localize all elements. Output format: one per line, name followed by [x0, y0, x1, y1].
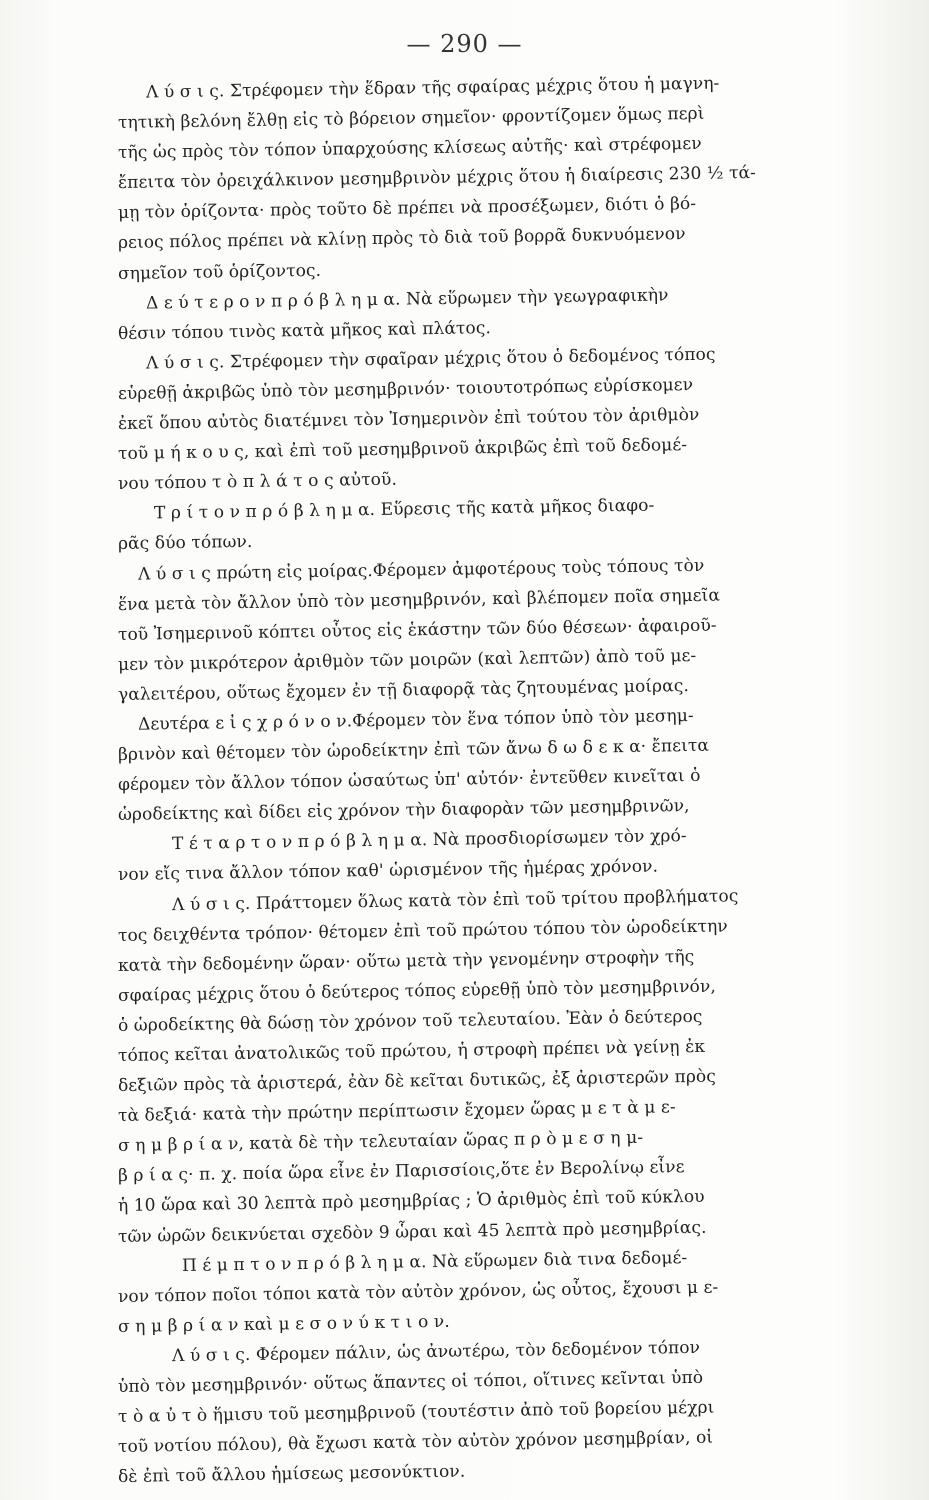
text-line: Π έ μ π τ ο ν π ρ ό β λ η μ α. Νὰ εὕρωμεν διὰ τινα δεδομέ-	[181, 1247, 688, 1276]
text-line: ἐκεῖ ὅπου αὐτὸς διατέμνει τὸν Ἰσημερινὸν ἐπὶ τούτου τὸν ἀριθμὸν	[117, 404, 700, 435]
text-line: σ η μ β ρ ί α ν, κατὰ δὲ τὴν τελευταίαν ὥρας π ρ ὸ μ ε σ η μ-	[117, 1128, 644, 1157]
text-line: εὑρεθῇ ἀκριβῶς ὑπὸ τὸν μεσημβρινόν· τοιουτοτρόπως εὑρίσκομεν	[117, 374, 694, 404]
text-line: τητικὴ βελόνη ἔλθῃ εἰς τὸ βόρειον σημεῖον· φροντίζομεν ὅμως περὶ	[117, 103, 705, 134]
text-line: Δευτέρα ε ἰ ς χ ρ ό ν ο ν.Φέρομεν τὸν ἕνα τόπον ὑπὸ τὸν μεσημ-	[137, 705, 694, 735]
text-line: ὑπὸ τὸν μεσημβρινόν· οὕτως ἅπαντες οἱ τόποι, οἵτινες κεῖνται ὑπὸ	[117, 1367, 704, 1398]
text-line: Τ ρ ί τ ο ν π ρ ό β λ η μ α. Εὕρεσις τῆς κατὰ μῆκος διαφο-	[153, 495, 655, 524]
text-line: τῆς ὡς πρὸς τὸν τόπον ὑπαρχούσης κλίσεως αὐτῆς· καὶ στρέφομεν	[117, 134, 702, 164]
text-line: δὲ ἐπὶ τοῦ ἄλλου ἡμίσεως μεσονύκτιον.	[117, 1461, 466, 1488]
text-line: Λ ύ σ ι ς. Πράττομεν ὅλως κατὰ τὸν ἐπὶ τοῦ τρίτου προβλήματος	[171, 885, 739, 915]
text-line: Λ ύ σ ι ς. Στρέφομεν τὴν ἕδραν τῆς σφαίρας μέχρις ὅτου ἡ μαγνη-	[145, 73, 720, 103]
page-number: — 290 —	[406, 30, 523, 58]
text-line: τοῦ νοτίου πόλου), θὰ ἔχωσι κατὰ τὸν αὐτὸν χρόνον μεσημβρίαν, οἱ	[117, 1427, 714, 1458]
text-line: τοῦ Ἰσημερινοῦ κόπτει οὗτος εἰς ἑκάστην τῶν δύο θέσεων· ἀφαιροῦ-	[117, 615, 717, 645]
text-line: σ η μ β ρ ί α ν καὶ μ ε σ ο ν ύ κ τ ι ο ν.	[117, 1311, 450, 1337]
text-line: κατὰ τὴν δεδομένην ὥραν· οὕτω μετὰ τὴν γενομένην στροφὴν τῆς	[117, 946, 695, 976]
text-line: σημεῖον τοῦ ὁρίζοντος.	[117, 260, 322, 284]
text-line: Λ ύ σ ι ς. Φέρομεν πάλιν, ὡς ἀνωτέρω, τὸν δεδομένον τόπον	[171, 1337, 701, 1367]
text-line: βρινὸν καὶ θέτομεν τὸν ὡροδείκτην ἐπὶ τῶν ἄνω δ ω δ ε κ α· ἔπειτα	[117, 735, 710, 766]
text-line: Τ έ τ α ρ τ ο ν π ρ ό β λ η μ α. Νὰ προσδιορίσωμεν τὸν χρό-	[171, 826, 687, 855]
text-line: ἡ 10 ὥρα καὶ 30 λεπτὰ πρὸ μεσημβρίας ; Ὁ ἀριθμὸς ἐπὶ τοῦ κύκλου	[117, 1187, 705, 1217]
text-line: τοῦ μ ή κ ο υ ς, καὶ ἐπὶ τοῦ μεσημβρινοῦ ἀκριβῶς ἐπὶ τοῦ δεδομέ-	[117, 435, 688, 465]
body-text	[117, 73, 878, 1492]
text-line: νον τόπον ποῖοι τόποι κατὰ τὸν αὐτὸν χρόνον, ὡς οὗτος, ἔχουσι μ ε-	[117, 1277, 719, 1307]
text-line: τὰ δεξιά· κατὰ τὴν πρώτην περίπτωσιν ἔχομεν ὥρας μ ε τ ὰ μ ε-	[117, 1097, 676, 1127]
text-line: ὁ ὡροδείκτης θὰ δώσῃ τὸν χρόνον τοῦ τελευταίου. Ἐὰν ὁ δεύτερος	[117, 1006, 703, 1036]
text-line: ὡροδείκτης καὶ δίδει εἰς χρόνον τὴν διαφορὰν τῶν μεσημβρινῶν,	[117, 796, 690, 826]
text-line: μῃ τὸν ὁρίζοντα· πρὸς τοῦτο δὲ πρέπει νὰ προσέξωμεν, διότι ὁ βό-	[117, 194, 697, 224]
text-line: τῶν ὡρῶν δεικνύεται σχεδὸν 9 ὧραι καὶ 45 λεπτὰ πρὸ μεσημβρίας.	[117, 1217, 707, 1247]
text-line: τ ὸ α ὐ τ ὸ ἥμισυ τοῦ μεσημβρινοῦ (τουτέστιν ἀπὸ τοῦ βορείου μέχρι	[117, 1397, 715, 1428]
text-line: ρειος πόλος πρέπει νὰ κλίνῃ πρὸς τὸ διὰ τοῦ βορρᾶ δυκνυόμενον	[117, 224, 686, 254]
text-line: γαλειτέρου, οὕτως ἔχομεν ἐν τῇ διαφορᾷ τὰς ζητουμένας μοίρας.	[117, 675, 690, 705]
text-line: σφαίρας μέχρις ὅτου ὁ δεύτερος τόπος εὑρεθῇ ὑπὸ τὸν μεσημβρινόν,	[117, 976, 717, 1006]
text-line: Λ ύ σ ι ς πρώτη εἰς μοίρας.Φέρομεν ἀμφοτέρους τοὺς τόπους τὸν	[137, 555, 705, 585]
text-line: ἔπειτα τὸν ὀρειχάλκινον μεσημβρινὸν μέχρις ὅτου ἡ διαίρεσις 230 ½ τά-	[117, 163, 757, 194]
text-line: Λ ύ σ ι ς. Στρέφομεν τὴν σφαῖραν μέχρις ὅτου ὁ δεδομένος τόπος	[145, 344, 716, 374]
text-line: μεν τὸν μικρότερον ἀριθμὸν τῶν μοιρῶν (καὶ λεπτῶν) ἀπὸ τοῦ με-	[117, 645, 697, 675]
text-line: β ρ ί α ς· π. χ. ποία ὥρα εἶνε ἐν Παρισσίοις,ὅτε ἐν Βερολίνῳ εἶνε	[117, 1157, 685, 1187]
text-line: τος δειχθέντα τρόπον· θέτομεν ἐπὶ τοῦ πρώτου τόπου τὸν ὡροδείκτην	[117, 916, 728, 946]
text-line: ρᾶς δύο τόπων.	[117, 532, 253, 555]
text-line: τόπος κεῖται ἀνατολικῶς τοῦ πρώτου, ἡ στροφὴ πρέπει νὰ γείνῃ ἐκ	[117, 1036, 706, 1066]
text-line: νου τόπου τ ὸ π λ ά τ ο ς αὐτοῦ.	[117, 469, 398, 495]
text-line: Δ ε ύ τ ε ρ ο ν π ρ ό β λ η μ α. Νὰ εὕρωμεν τὴν γεωγραφικὴν	[145, 285, 669, 314]
text-line: θέσιν τόπου τινὸς κατὰ μῆκος καὶ πλάτος.	[117, 317, 492, 344]
text-line: φέρομεν τὸν ἄλλον τόπον ὡσαύτως ὑπ' αὐτόν· ἐντεῦθεν κινεῖται ὁ	[117, 766, 701, 796]
text-line: δεξιῶν πρὸς τὰ ἀριστερά, ἐὰν δὲ κεῖται δυτικῶς, ἐξ ἀριστερῶν πρὸς	[117, 1066, 717, 1097]
text-line: νον εἴς τινα ἄλλον τόπον καθ' ὡρισμένον τῆς ἡμέρας χρόνον.	[117, 856, 659, 886]
text-line: ἕνα μετὰ τὸν ἄλλον ὑπὸ τὸν μεσημβρινόν, καὶ βλέπομεν ποῖα σημεῖα	[117, 585, 721, 615]
